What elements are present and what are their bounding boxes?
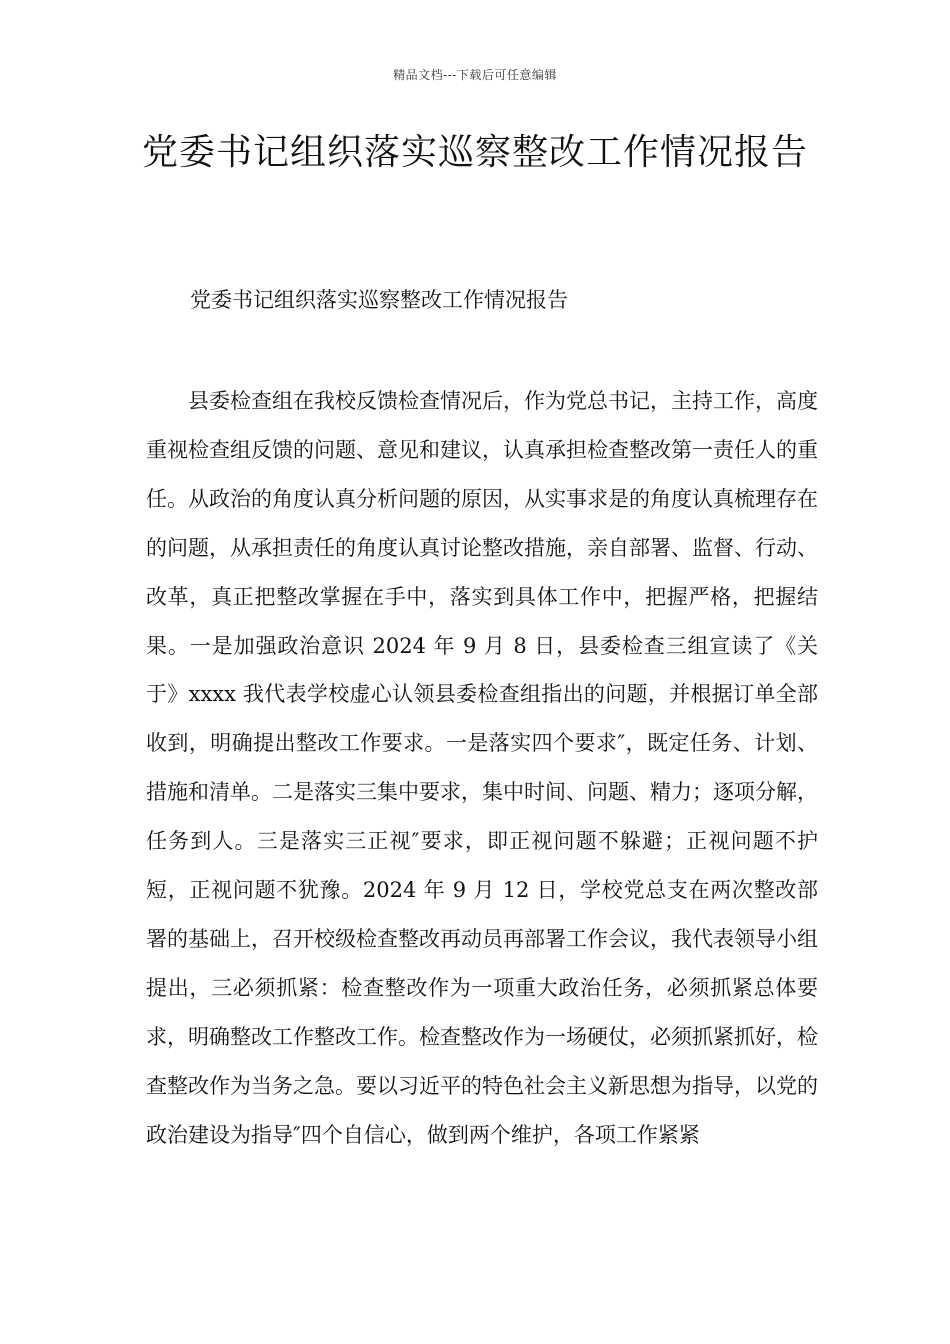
body-paragraph: 县委检查组在我校反馈检查情况后，作为党总书记，主持工作，高度重视检查组反馈的问题、意见和建议，认真承担检查整改第一责任人的重任。从政治的角度认真分析问题的原因，从实事求是的角度认真梳理存在的问题，从承担责任的角度认真讨论整改措施，亲自部署、监督、行动、改革，真正把整改掌握在手中，落实到具体工作中，把握严格，把握结果。一是加强政治意识 2024 年 9 月 8 日，县委检查三组宣读了《关于》xxxx 我代表学校虚心认领县委检查组指出的问题，并根据订单全部收到，明确提出整改工作要求。一是落实四个要求″，既定任务、计划、措施和清单。二是落实三集中要求，集中时间、问题、精力；逐项分解，任务到人。三是落实三正视″要求，即正视问题不躲避；正视问题不护短，正视问题不犹豫。2024 年 9 月 12 日，学校党总支在两次整改部署的基础上，召开校级检查整改再动员再部署工作会议，我代表领导小组提出，三必须抓紧：检查整改作为一项重大政治任务，必须抓紧总体要求，明确整改工作整改工作。检查整改作为一场硬仗，必须抓紧抓好，检查整改作为当务之急。要以习近平的特色社会主义新思想为指导，以党的政治建设为指导″四个自信心，做到两个维护，各项工作紧紧 bbox=[146, 389, 818, 1147]
header-note: 精品文档---下载后可任意编辑 bbox=[393, 68, 557, 82]
document-subtitle: 党委书记组织落实巡察整改工作情况报告 bbox=[190, 288, 568, 312]
document-title: 党委书记组织落实巡察整改工作情况报告 bbox=[141, 132, 808, 173]
